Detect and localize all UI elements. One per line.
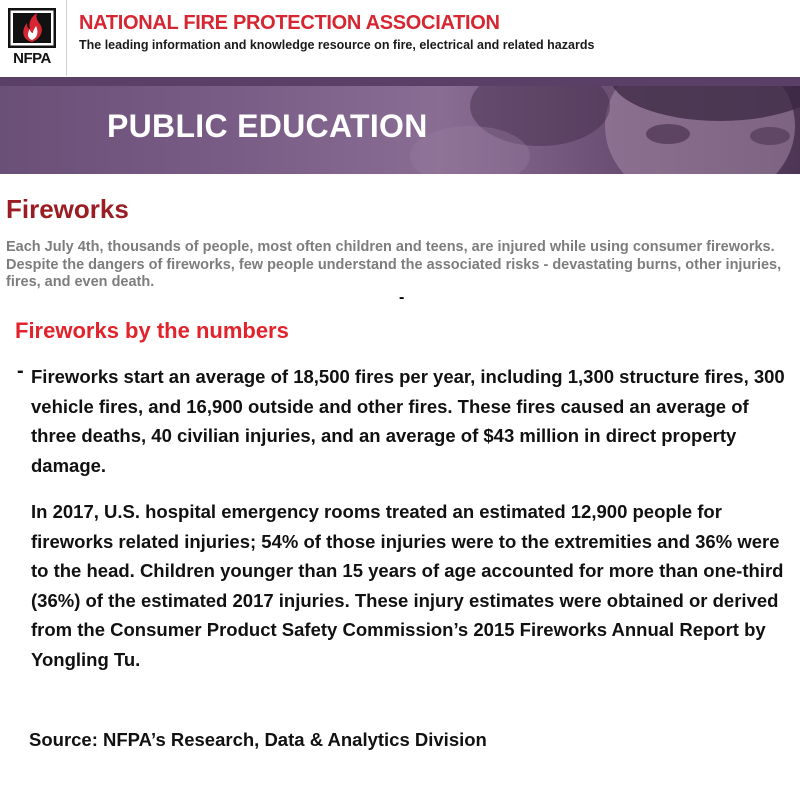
source-citation: Source: NFPA’s Research, Data & Analytics Division bbox=[29, 729, 487, 750]
organization-name[interactable]: NATIONAL FIRE PROTECTION ASSOCIATION bbox=[79, 12, 500, 34]
organization-tagline: The leading information and knowledge resource on fire, electrical and related hazards bbox=[79, 38, 595, 52]
stray-dash: - bbox=[399, 289, 405, 306]
nfpa-logo[interactable] bbox=[2, 6, 62, 68]
bullet-marker: - bbox=[17, 360, 24, 382]
flame-logo-icon bbox=[8, 8, 56, 48]
logo-wordmark: NFPA bbox=[13, 50, 51, 67]
public-education-banner bbox=[0, 86, 800, 174]
section-heading: Fireworks by the numbers bbox=[15, 318, 289, 343]
header-divider bbox=[66, 0, 67, 76]
header-rule bbox=[0, 77, 800, 86]
injury-statistics-paragraph: In 2017, U.S. hospital emergency rooms treated an estimated 12,900 people for fireworks related injuries; 54% of those injuries were to the extremities and 36% were to the head. Children younger than 15 years of age accounted for more than one-third (36%) of the estimated 2017 injuries. These injury estimates were obtained or derived from the Consumer Product Safety Commission’s 2015 Fireworks Annual Report by Yongling Tu. bbox=[31, 501, 784, 670]
banner-title: PUBLIC EDUCATION bbox=[107, 108, 428, 144]
page-title: Fireworks bbox=[6, 194, 129, 224]
intro-paragraph: Each July 4th, thousands of people, most often children and teens, are injured while using consumer fireworks. Despite the dangers of fireworks, few people understand the associated risks - devastating burns, other injuries, fires, and even death. bbox=[6, 239, 782, 290]
site-header bbox=[0, 0, 800, 77]
fires-statistics-paragraph: Fireworks start an average of 18,500 fires per year, including 1,300 structure fires, 300 vehicle fires, and 16,900 outside and other fires. These fires caused an average of three deaths, 40 civilian injuries, and an average of $43 million in direct property damage. bbox=[31, 366, 785, 476]
